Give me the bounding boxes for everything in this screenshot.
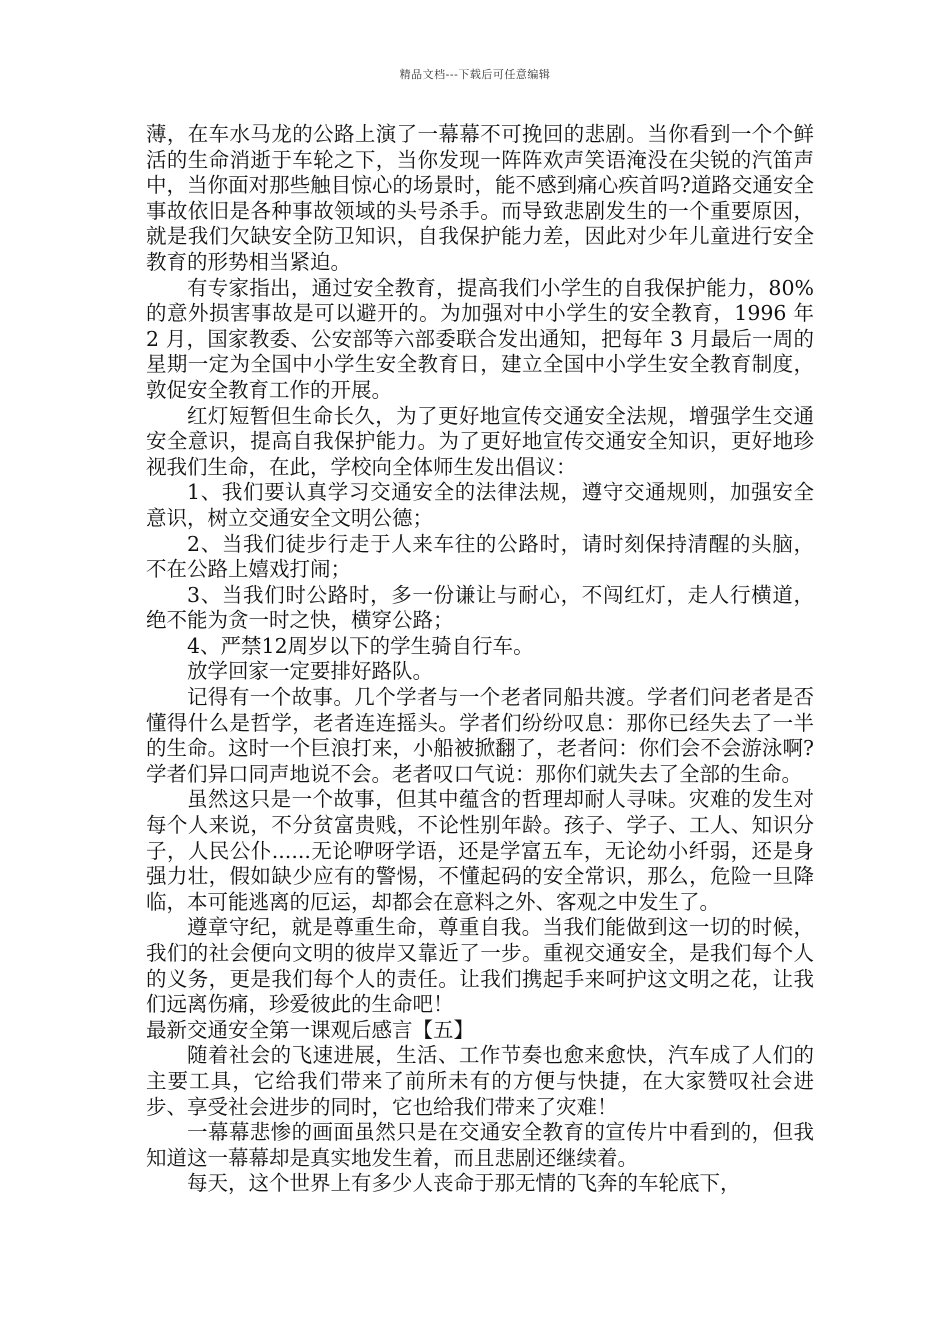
paragraph: 有专家指出，通过安全教育，提高我们小学生的自我保护能力，80%的意外损害事故是可以避开的。为加强对中小学生的安全教育，1996 年 2 月，国家教委、公安部等六部委联合发出通知，把每年 3 月最后一周的星期一定为全国中小学生安全教育日，建立全国中小学生安全教育制度，敦促安全教育工作的开展。 <box>146 275 814 402</box>
list-item: 2、当我们徒步行走于人来车往的公路时，请时刻保持清醒的头脑，不在公路上嬉戏打闹； <box>146 531 814 582</box>
list-item: 3、当我们时公路时，多一份谦让与耐心，不闯红灯，走人行横道，绝不能为贪一时之快，横穿公路； <box>146 582 814 633</box>
paragraph: 遵章守纪，就是尊重生命，尊重自我。当我们能做到这一切的时候，我们的社会便向文明的彼岸又靠近了一步。重视交通安全，是我们每个人的义务，更是我们每个人的责任。让我们携起手来呵护这文明之花，让我们远离伤痛，珍爱彼此的生命吧！ <box>146 915 814 1017</box>
paragraph: 随着社会的飞速进展，生活、工作节奏也愈来愈快，汽车成了人们的主要工具，它给我们带来了前所未有的方便与快捷，在大家赞叹社会进步、享受社会进步的同时，它也给我们带来了灾难！ <box>146 1043 814 1119</box>
paragraph: 红灯短暂但生命长久，为了更好地宣传交通安全法规，增强学生交通安全意识，提高自我保护能力。为了更好地宣传交通安全知识，更好地珍视我们生命，在此，学校向全体师生发出倡议： <box>146 403 814 479</box>
list-item: 4、严禁12周岁以下的学生骑自行车。 <box>187 633 534 658</box>
paragraph: 一幕幕悲惨的画面虽然只是在交通安全教育的宣传片中看到的，但我知道这一幕幕却是真实地发生着，而且悲剧还继续着。 <box>146 1120 814 1170</box>
paragraph: 虽然这只是一个故事，但其中蕴含的哲理却耐人寻味。灾难的发生对每个人来说，不分贫富贵贱，不论性别年龄。孩子、学子、工人、知识分子，人民公仆......无论咿呀学语，还是学富五车，无论幼小纤弱，还是身强力壮，假如缺少应有的警惕，不懂起码的安全常识，那么，危险一旦降临，本可能逃离的厄运，却都会在意料之外、客观之中发生了。 <box>146 787 814 914</box>
paragraph: 薄，在车水马龙的公路上演了一幕幕不可挽回的悲剧。当你看到一个个鲜活的生命消逝于车轮之下，当你发现一阵阵欢声笑语淹没在尖锐的汽笛声中，当你面对那些触目惊心的场景时，能不感到痛心疾首吗?道路交通安全事故依旧是各种事故领域的头号杀手。而导致悲剧发生的一个重要原因，就是我们欠缺安全防卫知识，自我保护能力差，因此对少年儿童进行安全教育的形势相当紧迫。 <box>146 122 814 274</box>
section-heading: 最新交通安全第一课观后感言【五】 <box>146 1017 474 1042</box>
list-item: 1、我们要认真学习交通安全的法律法规，遵守交通规则，加强安全意识，树立交通安全文明公德； <box>146 480 814 530</box>
paragraph: 记得有一个故事。几个学者与一个老者同船共渡。学者们问老者是否懂得什么是哲学，老者连连摇头。学者们纷纷叹息：那你已经失去了一半的生命。这时一个巨浪打来，小船被掀翻了，老者问：你们会不会游泳啊?学者们异口同声地说不会。老者叹口气说：那你们就失去了全部的生命。 <box>146 685 814 786</box>
page-header: 精品文档---下载后可任意编辑 <box>399 68 551 81</box>
paragraph: 每天，这个世界上有多少人丧命于那无情的飞奔的车轮底下， <box>187 1171 741 1196</box>
paragraph: 放学回家一定要排好路队。 <box>187 659 433 684</box>
document-body <box>146 122 814 1197</box>
